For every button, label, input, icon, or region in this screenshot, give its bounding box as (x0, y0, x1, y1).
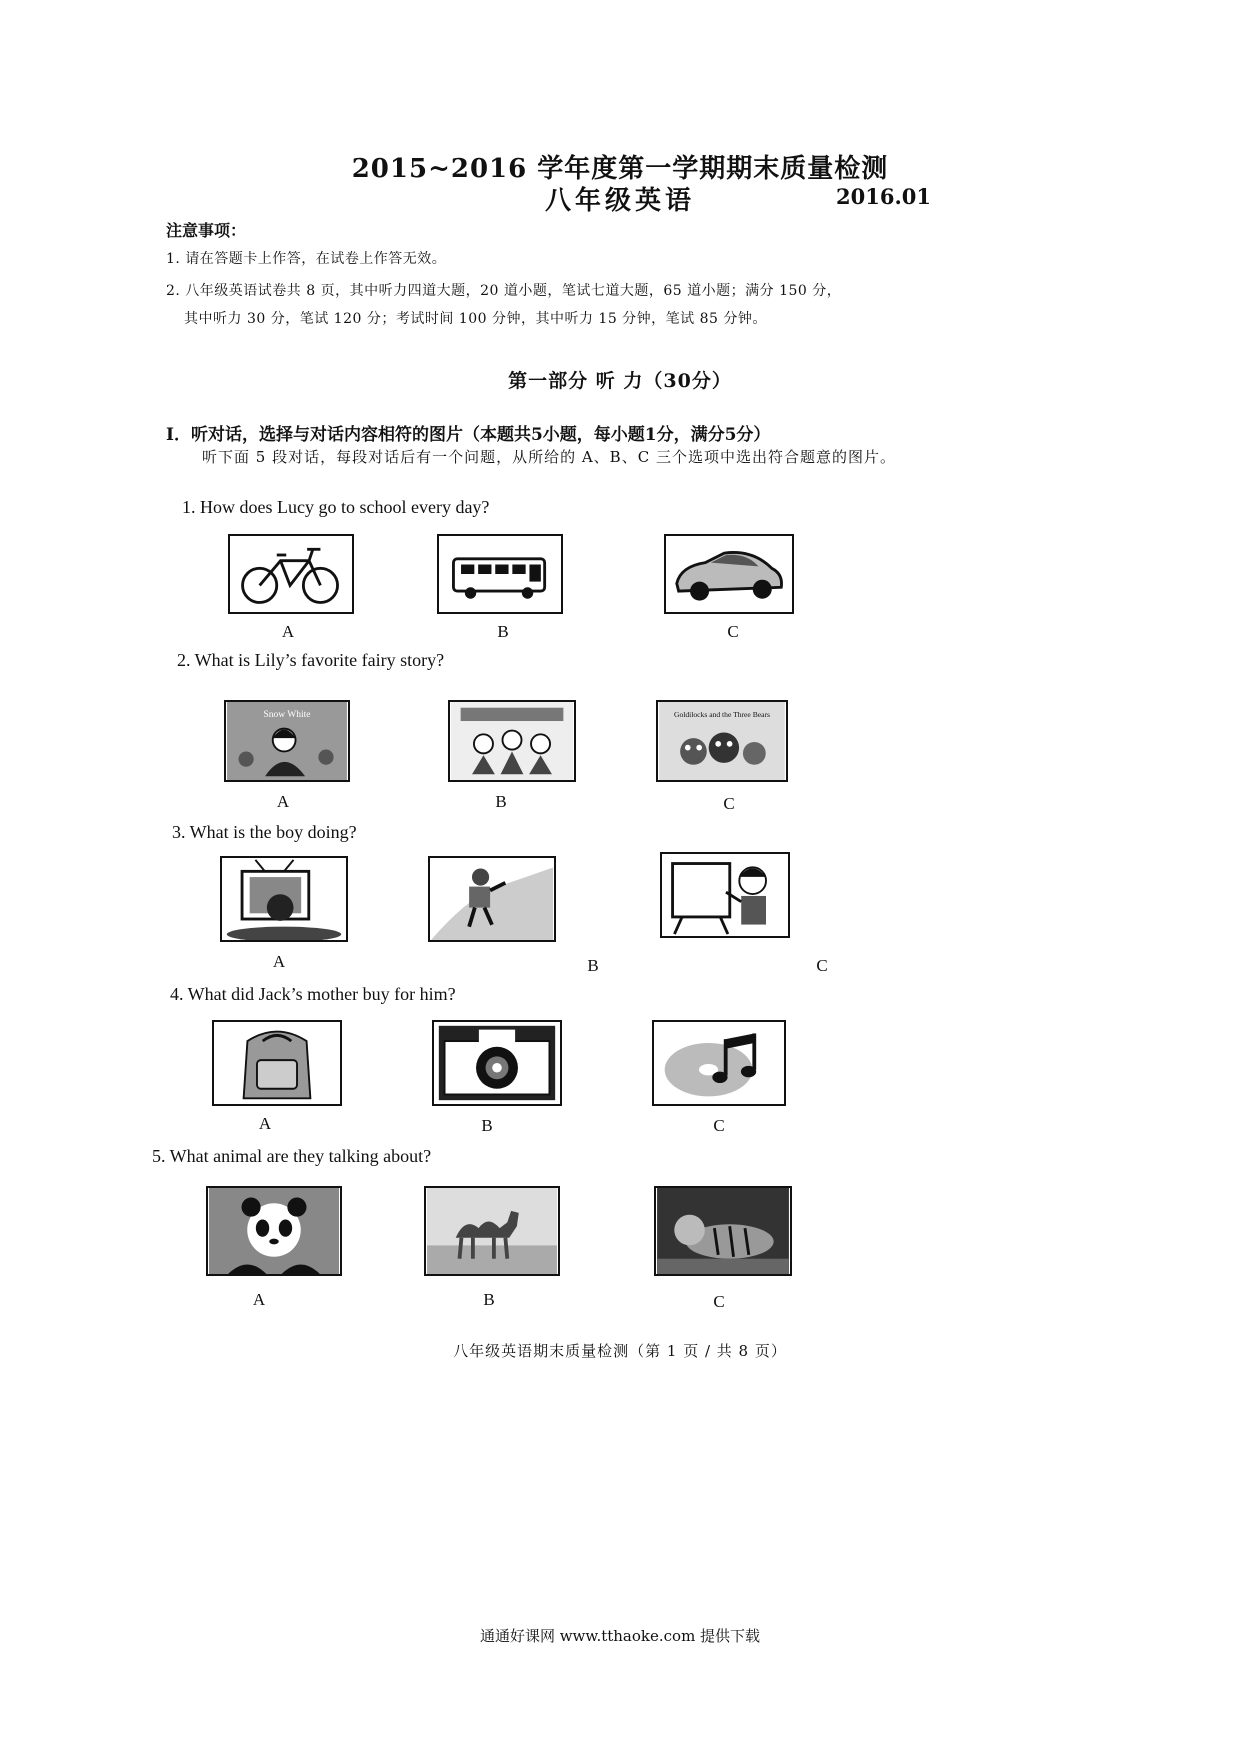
bicycle-icon (230, 536, 352, 612)
part-heading: I．听对话，选择与对话内容相符的图片（本题共5小题，每小题1分，满分5分） (166, 425, 771, 445)
schoolbag-icon (214, 1022, 340, 1104)
section-title: 第一部分 听 力（30分） (508, 370, 732, 392)
option-label: C (723, 794, 735, 813)
question-5: 5. What animal are they talking about? (152, 1146, 432, 1166)
three-bears-icon (658, 702, 786, 780)
notes-heading: 注意事项： (166, 221, 247, 240)
option-label: A (276, 792, 290, 811)
tiger-picture[interactable] (654, 1186, 792, 1276)
option-label: B (483, 1290, 495, 1309)
camel-picture[interactable] (424, 1186, 560, 1276)
climbing-picture[interactable] (428, 856, 556, 942)
goldilocks-book-picture[interactable] (656, 700, 788, 782)
painting-icon (662, 854, 788, 936)
svg-text:Goldilocks and the Three Bears: Goldilocks and the Three Bears (673, 710, 771, 720)
tv-icon (222, 858, 346, 940)
dwarfs-icon (450, 702, 574, 780)
camera-picture[interactable] (432, 1020, 562, 1106)
music-note-icon (654, 1022, 784, 1104)
question-1: 1. How does Lucy go to school every day? (182, 497, 490, 517)
option-label: C (713, 1292, 725, 1311)
exam-date: 2016.01 (836, 184, 931, 209)
question-4: 4. What did Jack’s mother buy for him? (170, 984, 456, 1004)
part-instruction: 听下面 5 段对话，每段对话后有一个问题，从所给的 A、B、C 三个选项中选出符合题意的图片。 (202, 448, 896, 466)
option-label: A (252, 1290, 266, 1309)
schoolbag-picture[interactable] (212, 1020, 342, 1106)
music-cd-picture[interactable] (652, 1020, 786, 1106)
bus-icon (439, 536, 561, 612)
option-label: B (481, 1116, 493, 1135)
camel-icon (426, 1188, 558, 1274)
question-2: 2. What is Lily’s favorite fairy story? (177, 650, 445, 670)
question-3: 3. What is the boy doing? (172, 822, 357, 842)
painting-picture[interactable] (660, 852, 790, 938)
svg-text:Snow White: Snow White (263, 710, 311, 721)
exam-title: 2015~2016 学年度第一学期期末质量检测 (351, 154, 889, 184)
seven-dwarfs-book-picture[interactable] (448, 700, 576, 782)
watching-tv-picture[interactable] (220, 856, 348, 942)
option-label: B (587, 956, 599, 975)
option-label: A (272, 952, 286, 971)
bicycle-picture[interactable] (228, 534, 354, 614)
panda-icon (208, 1188, 340, 1274)
camera-icon (434, 1022, 560, 1104)
page-footer: 八年级英语期末质量检测（第 1 页 / 共 8 页） (453, 1342, 787, 1360)
option-label: C (727, 622, 739, 641)
exam-subtitle: 八年级英语 (544, 186, 695, 216)
option-label: A (281, 622, 295, 641)
source-footer: 通通好课网 www.tthaoke.com 提供下载 (479, 1627, 761, 1645)
option-label: B (495, 792, 507, 811)
option-label: C (713, 1116, 725, 1135)
tiger-icon (656, 1188, 790, 1274)
snow-white-icon (226, 702, 348, 780)
option-label: C (816, 956, 828, 975)
note-item-3: 其中听力 30 分，笔试 120 分；考试时间 100 分钟，其中听力 15 分钟，笔试 85 分钟。 (184, 311, 767, 327)
bus-picture[interactable] (437, 534, 563, 614)
note-item-1: 1. 请在答题卡上作答，在试卷上作答无效。 (166, 251, 447, 267)
option-label: A (258, 1114, 272, 1133)
car-picture[interactable] (664, 534, 794, 614)
snow-white-book-picture[interactable] (224, 700, 350, 782)
note-item-2: 2. 八年级英语试卷共 8 页，其中听力四道大题，20 道小题，笔试七道大题，65 道小题；满分 150 分， (166, 283, 842, 299)
climbing-icon (430, 858, 554, 940)
option-label: B (497, 622, 509, 641)
panda-picture[interactable] (206, 1186, 342, 1276)
car-icon (666, 536, 792, 612)
